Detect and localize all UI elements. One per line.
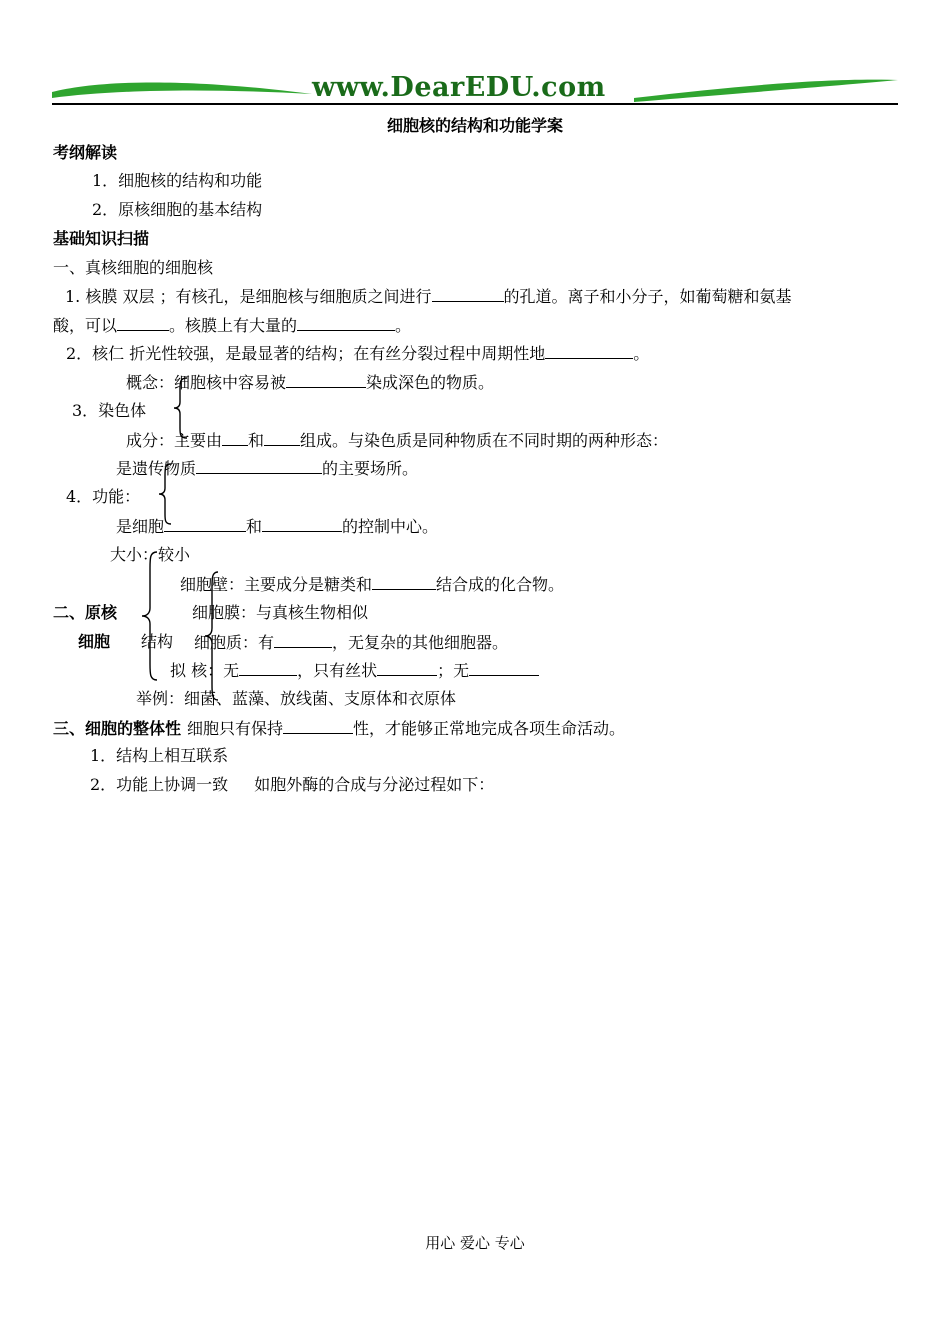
blank-pore-function[interactable]	[432, 285, 504, 302]
cytoplasm-line: 细胞质：有 ，无复杂的其他细胞器。	[194, 633, 509, 652]
blank-cytoplasm[interactable]	[274, 631, 332, 648]
blank-pass-through[interactable]	[117, 314, 169, 331]
part3-item-2: 2．功能上协调一致 如胞外酶的合成与分泌过程如下：	[90, 775, 495, 794]
blank-stain[interactable]	[286, 371, 366, 388]
structure-label: 结构	[141, 632, 174, 651]
blank-nucleoid-1[interactable]	[239, 659, 297, 676]
doc-title: 细胞核的结构和功能学案	[386, 116, 563, 135]
brace-prokaryote-outer	[139, 550, 161, 682]
blank-composition-1[interactable]	[222, 429, 248, 446]
blank-nucleoid-3[interactable]	[469, 659, 539, 676]
cell-membrane-line: 细胞膜：与真核生物相似	[192, 603, 369, 622]
blank-genetic-material[interactable]	[196, 457, 322, 474]
function-label: 4．功能：	[66, 487, 141, 506]
nuclear-membrane-line: 1. 核膜 双层 ；有核孔，是细胞核与细胞质之间进行 的孔道。离子和小分子，如葡萄糖和氨基	[65, 287, 792, 306]
swoosh-left-graphic	[52, 74, 322, 104]
part1-heading: 一、真核细胞的细胞核	[53, 258, 214, 277]
blank-nucleoid-2[interactable]	[377, 659, 437, 676]
chromosome-label: 3．染色体	[72, 401, 147, 420]
prokaryote-examples: 举例：细菌、蓝藻、放线菌、支原体和衣原体	[136, 689, 457, 708]
kaogang-item-2: 2．原核细胞的基本结构	[92, 200, 263, 219]
part2-heading-2: 细胞	[78, 632, 111, 651]
heading-kaogang: 考纲解读	[53, 143, 118, 162]
prokaryote-size: 大小：较小	[110, 545, 191, 564]
chromosome-concept-line: 概念：细胞核中容易被 染成深色的物质。	[126, 373, 495, 392]
cell-wall-line: 细胞壁：主要成分是糖类和 结合成的化合物。	[180, 575, 565, 594]
nuclear-membrane-line-2: 酸，可以 。核膜上有大量的 。	[53, 316, 412, 335]
part3-line: 三、细胞的整体性 细胞只有保持 性，才能够正常地完成各项生命活动。	[53, 719, 626, 738]
blank-cell-wall[interactable]	[372, 573, 436, 590]
blank-control-2[interactable]	[262, 515, 342, 532]
swoosh-right-graphic	[634, 74, 904, 104]
blank-nucleolus-cycle[interactable]	[545, 342, 633, 359]
site-logo: www.DearEDU.com	[312, 72, 606, 103]
nucleolus-line: 2．核仁 折光性较强，是最显著的结构；在有丝分裂过程中周期性地 。	[66, 344, 650, 363]
header-rule	[52, 103, 898, 105]
chromosome-composition-line: 成分：主要由 和 组成。与染色质是同种物质在不同时期的两种形态：	[126, 431, 669, 450]
blank-integrity[interactable]	[283, 717, 353, 734]
header-banner	[52, 72, 898, 104]
part2-heading-1: 二、原核	[53, 603, 118, 622]
kaogang-item-1: 1．细胞核的结构和功能	[92, 171, 263, 190]
blank-membrane-has[interactable]	[297, 314, 395, 331]
heading-jichu: 基础知识扫描	[53, 229, 150, 248]
nucleoid-line: 拟 核：无 ，只有丝状 ；无	[170, 659, 539, 682]
function-line-2: 是细胞 和 的控制中心。	[116, 517, 439, 536]
page-footer: 用心 爱心 专心	[425, 1234, 525, 1252]
blank-composition-2[interactable]	[264, 429, 300, 446]
part3-item-1: 1．结构上相互联系	[90, 746, 229, 765]
blank-control-1[interactable]	[164, 515, 246, 532]
function-line-1: 是遗传物质 的主要场所。	[116, 459, 419, 478]
